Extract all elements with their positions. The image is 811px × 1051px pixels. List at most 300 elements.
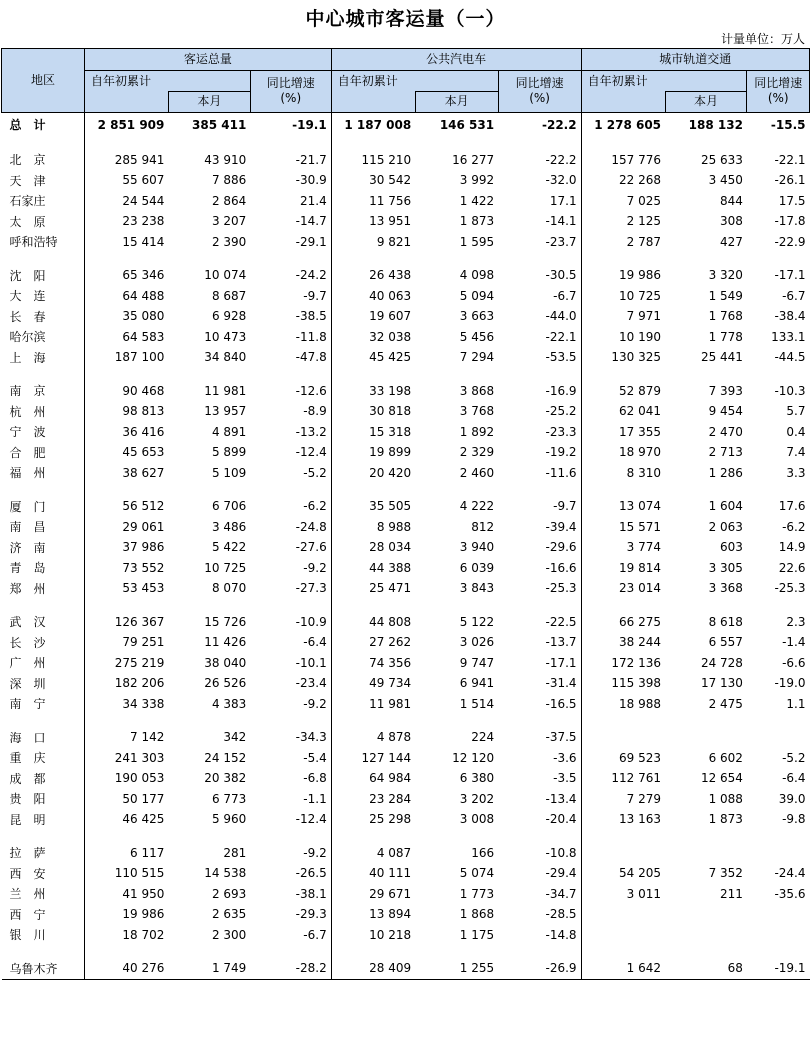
total-yoy-cell: -29.3 [250, 904, 331, 925]
region-name: 兰 州 [2, 884, 85, 905]
total-cumulative-cell: 73 552 [122, 560, 165, 575]
spacer-cell [250, 599, 331, 612]
total-yoy-cell: -38.5 [250, 306, 331, 327]
total-yoy-cell: -6.8 [250, 768, 331, 789]
region-name: 重 庆 [2, 748, 85, 769]
table-row [2, 809, 810, 830]
header-cumulative-spacer [84, 92, 168, 113]
rail-month-cell: 17 130 [700, 676, 743, 691]
rail-yoy-cell: -6.6 [782, 655, 806, 670]
header-cumulative-spacer [581, 92, 665, 113]
rail-yoy-cell: -9.8 [782, 812, 806, 827]
spacer-cell [581, 830, 665, 843]
table-row [2, 232, 810, 253]
header-cumulative: 自年初累计 [331, 71, 498, 92]
spacer-cell [168, 368, 250, 381]
bus-month-cell: 812 [471, 519, 495, 534]
bus-cumulative-cell: 4 878 [376, 730, 412, 745]
spacer-cell [665, 714, 747, 727]
spacer-cell [168, 137, 250, 150]
rail-cumulative-cell: 1 642 [581, 958, 665, 979]
spacer-cell [331, 368, 415, 381]
total-month-cell: 10 473 [204, 329, 247, 344]
header-group-total: 客运总量 [84, 49, 331, 71]
rail-yoy-cell [747, 925, 810, 946]
bus-month-cell: 3 768 [459, 404, 495, 419]
rail-month-cell: 603 [720, 540, 743, 555]
rail-cumulative-cell [581, 843, 665, 864]
total-cumulative-cell: 46 425 [122, 812, 165, 827]
spacer-cell [665, 945, 747, 958]
bus-cumulative-cell: 19 899 [369, 445, 412, 460]
bus-yoy-cell: -22.5 [498, 612, 581, 633]
bus-yoy-cell: -37.5 [498, 727, 581, 748]
region-name: 成 都 [2, 768, 85, 789]
spacer-cell [168, 830, 250, 843]
bus-month-cell: 6 380 [459, 771, 495, 786]
total-month-cell: 2 390 [211, 234, 247, 249]
bus-yoy-cell: -22.2 [498, 112, 581, 137]
total-cumulative-cell: 36 416 [122, 424, 165, 439]
bus-cumulative-cell: 30 818 [369, 404, 412, 419]
total-yoy-cell: -6.4 [250, 632, 331, 653]
rail-month-cell: 3 450 [708, 173, 743, 188]
rail-yoy-cell: -44.5 [774, 350, 806, 365]
rail-cumulative-cell [581, 904, 665, 925]
spacer-cell [581, 137, 665, 150]
spacer-cell [250, 483, 331, 496]
rail-cumulative-cell: 23 014 [619, 581, 662, 596]
bus-cumulative-cell: 28 034 [369, 540, 412, 555]
bus-yoy-cell: -25.2 [498, 401, 581, 422]
rail-month-cell: 3 368 [708, 581, 743, 596]
total-cumulative-cell: 29 061 [122, 519, 165, 534]
rail-yoy-cell: -22.1 [774, 152, 806, 167]
rail-cumulative-cell: 19 986 [619, 268, 662, 283]
total-month-cell: 5 422 [211, 540, 247, 555]
bus-month-cell: 5 456 [459, 329, 495, 344]
bus-cumulative-cell: 64 984 [369, 771, 412, 786]
bus-cumulative-cell: 74 356 [369, 655, 412, 670]
region-name: 武 汉 [2, 612, 85, 633]
total-yoy-cell: -11.8 [250, 327, 331, 348]
rail-cumulative-cell: 52 879 [619, 383, 662, 398]
total-month-cell: 11 981 [204, 383, 247, 398]
bus-yoy-cell: -44.0 [498, 306, 581, 327]
table-row [2, 496, 810, 517]
rail-month-cell: 1 604 [708, 499, 743, 514]
bus-cumulative-cell: 13 951 [369, 214, 412, 229]
total-month-cell: 5 960 [211, 812, 247, 827]
spacer-cell [747, 599, 810, 612]
bus-month-cell: 2 329 [459, 445, 495, 460]
total-month-cell: 7 886 [211, 173, 247, 188]
header-group-bus: 公共汽电车 [331, 49, 581, 71]
rail-cumulative-cell: 130 325 [611, 350, 662, 365]
total-yoy-cell: -12.4 [250, 442, 331, 463]
rail-cumulative-cell: 3 011 [626, 886, 662, 901]
total-cumulative-cell: 41 950 [122, 886, 165, 901]
spacer-cell [415, 945, 498, 958]
bus-cumulative-cell: 11 981 [369, 696, 412, 711]
bus-month-cell: 9 747 [459, 655, 495, 670]
total-cumulative-cell: 64 488 [122, 288, 165, 303]
table-row [2, 463, 810, 484]
header-month: 本月 [168, 92, 250, 113]
rail-cumulative-cell: 13 074 [619, 499, 662, 514]
total-cumulative-cell: 187 100 [114, 350, 165, 365]
bus-month-cell: 1 595 [459, 234, 495, 249]
spacer-cell [84, 830, 168, 843]
total-cumulative-cell: 2 851 909 [97, 117, 165, 132]
bus-month-cell: 1 892 [459, 424, 495, 439]
spacer-cell [415, 714, 498, 727]
region-name: 厦 门 [2, 496, 85, 517]
spacer-cell [2, 137, 85, 150]
bus-month-cell: 3 202 [459, 791, 495, 806]
spacer-cell [2, 945, 85, 958]
spacer-cell [250, 368, 331, 381]
rail-cumulative-cell: 18 988 [619, 696, 662, 711]
total-month-cell: 1 749 [168, 958, 250, 979]
rail-month-cell: 308 [720, 214, 743, 229]
rail-cumulative-cell: 18 970 [619, 445, 662, 460]
total-cumulative-cell: 55 607 [122, 173, 165, 188]
bus-cumulative-cell: 32 038 [369, 329, 412, 344]
spacer-cell [250, 714, 331, 727]
bus-month-cell: 6 941 [459, 676, 495, 691]
total-yoy-cell: -8.9 [250, 401, 331, 422]
bus-month-cell: 1 514 [459, 696, 495, 711]
table-row [2, 286, 810, 307]
region-name: 宁 波 [2, 422, 85, 443]
rail-month-cell: 6 557 [708, 635, 743, 650]
rail-yoy-cell: -6.4 [782, 771, 806, 786]
bus-month-cell: 1 873 [459, 214, 495, 229]
bus-yoy-cell: -28.5 [498, 904, 581, 925]
spacer-cell [168, 252, 250, 265]
total-month-cell: 6 928 [211, 309, 247, 324]
bus-yoy-cell: -17.1 [498, 653, 581, 674]
table-row [2, 191, 810, 212]
spacer-cell [498, 714, 581, 727]
total-month-cell: 3 486 [211, 519, 247, 534]
total-yoy-cell: -24.8 [250, 517, 331, 538]
spacer-cell [168, 945, 250, 958]
spacer-cell [2, 483, 85, 496]
rail-yoy-cell: -5.2 [782, 750, 806, 765]
bus-cumulative-cell: 20 420 [369, 465, 412, 480]
bus-yoy-cell: 17.1 [498, 191, 581, 212]
total-month-cell: 2 300 [211, 927, 247, 942]
spacer-row [2, 368, 810, 381]
bus-month-cell: 16 277 [452, 152, 495, 167]
total-yoy-cell: -12.4 [250, 809, 331, 830]
spacer-cell [84, 137, 168, 150]
total-cumulative-cell: 23 238 [122, 214, 165, 229]
table-row [2, 306, 810, 327]
table-row [2, 612, 810, 633]
spacer-cell [84, 945, 168, 958]
bus-month-cell: 3 663 [459, 309, 495, 324]
bus-yoy-cell: -23.3 [498, 422, 581, 443]
rail-month-cell [665, 904, 747, 925]
region-name: 大 连 [2, 286, 85, 307]
spacer-cell [84, 483, 168, 496]
table-row [2, 884, 810, 905]
table-body [2, 112, 810, 979]
header-cumulative: 自年初累计 [581, 71, 747, 92]
total-yoy-cell: -28.2 [250, 958, 331, 979]
spacer-row [2, 599, 810, 612]
spacer-cell [250, 945, 331, 958]
rail-cumulative-cell: 19 814 [619, 560, 662, 575]
spacer-cell [331, 252, 415, 265]
bus-month-cell: 2 460 [459, 465, 495, 480]
bus-yoy-cell: -6.7 [498, 286, 581, 307]
spacer-row [2, 945, 810, 958]
total-yoy-cell: -10.1 [250, 653, 331, 674]
rail-cumulative-cell: 7 971 [626, 309, 662, 324]
rail-cumulative-cell: 15 571 [619, 519, 662, 534]
header-yoy-unit: (%) [767, 91, 789, 106]
rail-month-cell: 24 728 [700, 655, 743, 670]
total-yoy-cell: -10.9 [250, 612, 331, 633]
table-row [2, 843, 810, 864]
bus-cumulative-cell: 23 284 [369, 791, 412, 806]
bus-yoy-cell: -13.4 [498, 789, 581, 810]
spacer-cell [665, 830, 747, 843]
spacer-cell [665, 137, 747, 150]
spacer-cell [747, 137, 810, 150]
bus-cumulative-cell: 1 187 008 [344, 117, 412, 132]
rail-cumulative-cell: 1 278 605 [594, 117, 662, 132]
rail-yoy-cell: -35.6 [774, 886, 806, 901]
spacer-cell [331, 483, 415, 496]
spacer-cell [747, 252, 810, 265]
bus-month-cell: 3 026 [459, 635, 495, 650]
rail-cumulative-cell [581, 925, 665, 946]
region-name: 太 原 [2, 211, 85, 232]
rail-cumulative-cell: 62 041 [619, 404, 662, 419]
bus-cumulative-cell: 49 734 [369, 676, 412, 691]
total-yoy-cell: -30.9 [250, 170, 331, 191]
bus-cumulative-cell: 8 988 [376, 519, 412, 534]
total-yoy-cell: -47.8 [250, 347, 331, 368]
spacer-cell [331, 137, 415, 150]
rail-yoy-cell: -22.9 [774, 234, 806, 249]
rail-yoy-cell: 17.5 [778, 193, 806, 208]
total-yoy-cell: -24.2 [250, 265, 331, 286]
rail-yoy-cell: -17.8 [774, 214, 806, 229]
bus-cumulative-cell: 9 821 [376, 234, 412, 249]
spacer-cell [581, 368, 665, 381]
total-month-cell: 20 382 [204, 771, 247, 786]
spacer-cell [498, 830, 581, 843]
rail-cumulative-cell: 54 205 [619, 866, 662, 881]
rail-cumulative-cell: 115 398 [611, 676, 662, 691]
rail-month-cell: 3 305 [708, 560, 743, 575]
rail-yoy-cell: 133.1 [771, 329, 806, 344]
bus-cumulative-cell: 44 808 [369, 614, 412, 629]
rail-month-cell: 6 602 [708, 750, 743, 765]
rail-cumulative-cell [581, 727, 665, 748]
total-yoy-cell: -34.3 [250, 727, 331, 748]
rail-cumulative-cell: 2 125 [626, 214, 662, 229]
rail-month-cell: 25 441 [700, 350, 743, 365]
region-name: 昆 明 [2, 809, 85, 830]
bus-month-cell: 4 222 [459, 499, 495, 514]
spacer-cell [581, 945, 665, 958]
bus-month-cell: 5 094 [459, 288, 495, 303]
total-yoy-cell: -9.2 [250, 843, 331, 864]
region-name: 石家庄 [2, 191, 85, 212]
total-cumulative-cell: 53 453 [122, 581, 165, 596]
rail-month-cell: 2 470 [708, 424, 743, 439]
rail-yoy-cell: -15.5 [770, 117, 806, 132]
spacer-cell [415, 368, 498, 381]
region-name: 天 津 [2, 170, 85, 191]
passenger-volume-table [1, 48, 810, 980]
region-name: 南 昌 [2, 517, 85, 538]
total-cumulative-cell: 275 219 [114, 655, 165, 670]
region-name: 银 川 [2, 925, 85, 946]
rail-cumulative-cell: 2 787 [626, 234, 662, 249]
table-row [2, 558, 810, 579]
rail-month-cell: 9 454 [708, 404, 743, 419]
total-cumulative-cell: 34 338 [122, 696, 165, 711]
bus-month-cell: 166 [471, 845, 495, 860]
bus-month-cell: 3 868 [459, 383, 495, 398]
rail-yoy-cell [747, 843, 810, 864]
total-cumulative-cell: 65 346 [122, 268, 165, 283]
bus-yoy-cell: -16.5 [498, 694, 581, 715]
spacer-cell [581, 714, 665, 727]
spacer-cell [84, 714, 168, 727]
total-cumulative-cell: 56 512 [122, 499, 165, 514]
table-row [2, 150, 810, 171]
region-name: 广 州 [2, 653, 85, 674]
table-row [2, 653, 810, 674]
table-row [2, 673, 810, 694]
spacer-cell [331, 599, 415, 612]
total-cumulative-cell: 285 941 [114, 152, 165, 167]
spacer-cell [581, 252, 665, 265]
spacer-cell [498, 945, 581, 958]
total-month-cell: 6 706 [211, 499, 247, 514]
bus-cumulative-cell: 13 894 [369, 907, 412, 922]
spacer-cell [581, 599, 665, 612]
bus-yoy-cell: -11.6 [498, 463, 581, 484]
spacer-cell [498, 599, 581, 612]
total-yoy-cell: -5.2 [250, 463, 331, 484]
rail-cumulative-cell: 3 774 [626, 540, 662, 555]
table-header [2, 49, 810, 113]
spacer-cell [415, 599, 498, 612]
bus-month-cell: 146 531 [439, 117, 495, 132]
spacer-cell [168, 483, 250, 496]
rail-month-cell: 8 618 [708, 614, 743, 629]
bus-yoy-cell: -53.5 [498, 347, 581, 368]
header-region: 地区 [2, 49, 85, 113]
rail-cumulative-cell: 13 163 [619, 812, 662, 827]
bus-yoy-cell: -26.9 [498, 958, 581, 979]
table-row [2, 789, 810, 810]
total-cumulative-cell: 24 544 [122, 193, 165, 208]
rail-cumulative-cell: 7 025 [626, 193, 662, 208]
spacer-cell [2, 830, 85, 843]
total-yoy-cell: -13.2 [250, 422, 331, 443]
spacer-cell [665, 368, 747, 381]
rail-month-cell: 68 [665, 958, 747, 979]
rail-month-cell: 1 768 [708, 309, 743, 324]
bus-yoy-cell: -16.6 [498, 558, 581, 579]
bus-month-cell: 5 122 [459, 614, 495, 629]
bus-month-cell: 5 074 [459, 866, 495, 881]
spacer-cell [498, 483, 581, 496]
table-row [2, 578, 810, 599]
bus-yoy-cell: -29.4 [498, 863, 581, 884]
total-month-cell: 13 957 [204, 404, 247, 419]
rail-month-cell: 25 633 [700, 152, 743, 167]
region-name: 南 京 [2, 381, 85, 402]
rail-yoy-cell [747, 904, 810, 925]
rail-month-cell: 3 320 [708, 268, 743, 283]
bus-cumulative-cell: 28 409 [331, 958, 415, 979]
rail-cumulative-cell: 69 523 [619, 750, 662, 765]
table-row [2, 727, 810, 748]
spacer-cell [498, 137, 581, 150]
spacer-cell [2, 714, 85, 727]
header-yoy-label: 同比增速 [754, 76, 803, 91]
total-month-cell: 8 070 [211, 581, 247, 596]
bus-month-cell: 4 098 [459, 268, 495, 283]
bus-yoy-cell: -22.2 [498, 150, 581, 171]
region-name: 福 州 [2, 463, 85, 484]
rail-yoy-cell: 39.0 [778, 791, 806, 806]
bus-cumulative-cell: 127 144 [361, 750, 412, 765]
rail-month-cell: 427 [720, 234, 743, 249]
bus-month-cell: 1 255 [415, 958, 498, 979]
bus-cumulative-cell: 115 210 [361, 152, 412, 167]
region-name: 杭 州 [2, 401, 85, 422]
region-name: 合 肥 [2, 442, 85, 463]
bus-yoy-cell: -31.4 [498, 673, 581, 694]
total-cumulative-cell: 50 177 [122, 791, 165, 806]
bus-cumulative-cell: 40 111 [369, 866, 412, 881]
bus-cumulative-cell: 4 087 [376, 845, 412, 860]
region-name: 西 宁 [2, 904, 85, 925]
spacer-cell [84, 599, 168, 612]
table-row [2, 748, 810, 769]
total-month-cell: 385 411 [192, 117, 247, 132]
region-name: 贵 阳 [2, 789, 85, 810]
total-yoy-cell: -38.1 [250, 884, 331, 905]
total-cumulative-cell: 7 142 [130, 730, 165, 745]
spacer-cell [250, 252, 331, 265]
total-cumulative-cell: 190 053 [114, 771, 165, 786]
spacer-cell [415, 830, 498, 843]
total-cumulative-cell: 37 986 [122, 540, 165, 555]
bus-yoy-cell: -9.7 [498, 496, 581, 517]
total-yoy-cell: -9.7 [250, 286, 331, 307]
bus-cumulative-cell: 15 318 [369, 424, 412, 439]
region-name: 长 春 [2, 306, 85, 327]
bus-yoy-cell: -34.7 [498, 884, 581, 905]
table-row [2, 537, 810, 558]
bus-yoy-cell: -32.0 [498, 170, 581, 191]
bus-cumulative-cell: 40 063 [369, 288, 412, 303]
